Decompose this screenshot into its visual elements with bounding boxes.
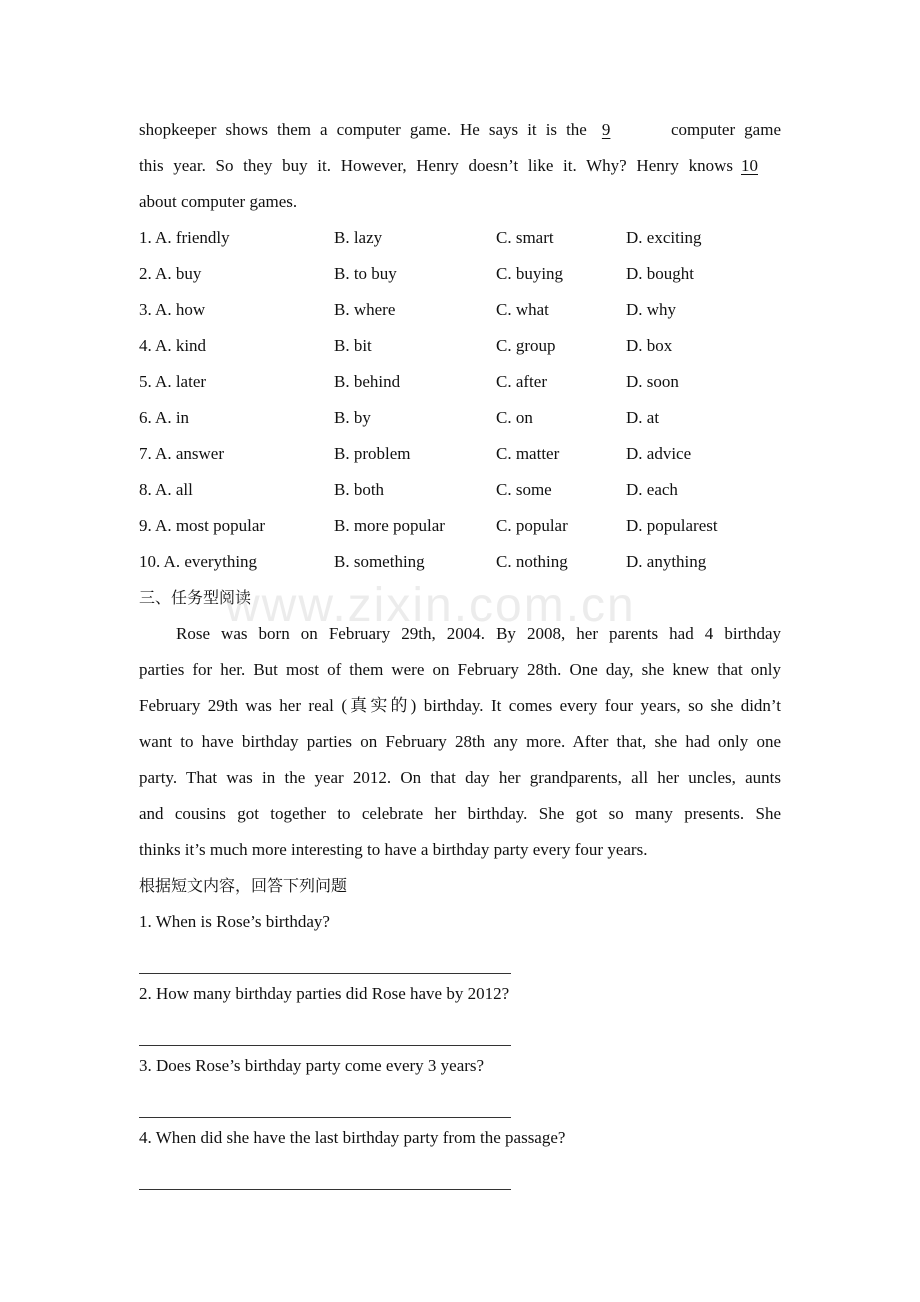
option-c: C. on	[496, 408, 533, 427]
option-b: B. behind	[334, 372, 401, 391]
option-row	[139, 364, 781, 400]
option-row	[139, 328, 781, 364]
option-a: 10. A. everything	[139, 552, 258, 571]
passage-line: February 29th was her real (真实的) birthday. It comes every four years, so she didn’t	[139, 696, 781, 715]
option-row	[139, 292, 781, 328]
option-row	[139, 544, 781, 580]
option-d: D. popularest	[626, 516, 718, 535]
cloze-line-1	[139, 112, 781, 148]
options-list	[139, 220, 781, 580]
answer-line[interactable]	[139, 1012, 781, 1048]
option-row	[139, 256, 781, 292]
option-b: B. something	[334, 552, 425, 571]
option-a: 4. A. kind	[139, 336, 207, 355]
reading-passage	[139, 616, 781, 868]
answer-rule	[139, 973, 511, 974]
answer-rule	[139, 1117, 511, 1118]
question: 2. How many birthday parties did Rose have by 2012?	[139, 984, 510, 1003]
option-a: 6. A. in	[139, 408, 190, 427]
option-a: 2. A. buy	[139, 264, 202, 283]
option-c: C. what	[496, 300, 549, 319]
option-b: B. more popular	[334, 516, 445, 535]
blank-10: 10	[741, 156, 758, 175]
question: 1. When is Rose’s birthday?	[139, 912, 330, 931]
option-c: C. popular	[496, 516, 568, 535]
section-title: 三、任务型阅读	[139, 588, 252, 607]
option-b: B. problem	[334, 444, 411, 463]
option-d: D. why	[626, 300, 677, 319]
option-a: 8. A. all	[139, 480, 193, 499]
passage-line: Rose was born on February 29th, 2004. By 2008, her parents had 4 birthday	[176, 624, 781, 643]
option-d: D. at	[626, 408, 660, 427]
cloze-text: shopkeeper shows them a computer game. He says it is the	[139, 120, 587, 139]
blank-9: 9	[601, 120, 611, 139]
option-a: 3. A. how	[139, 300, 206, 319]
option-b: B. by	[334, 408, 371, 427]
option-c: C. some	[496, 480, 552, 499]
question: 4. When did she have the last birthday party from the passage?	[139, 1128, 566, 1147]
passage-line: party. That was in the year 2012. On that day her grandparents, all her uncles, aunts	[139, 768, 781, 787]
option-b: B. both	[334, 480, 385, 499]
option-d: D. soon	[626, 372, 679, 391]
option-row	[139, 400, 781, 436]
option-c: C. buying	[496, 264, 564, 283]
option-a: 1. A. friendly	[139, 228, 230, 247]
cloze-line-2	[139, 148, 781, 184]
option-c: C. group	[496, 336, 556, 355]
option-b: B. lazy	[334, 228, 383, 247]
answer-line[interactable]	[139, 940, 781, 976]
instruction: 根据短文内容，回答下列问题	[139, 876, 348, 895]
cloze-text: this year. So they buy it. However, Henry doesn’t like it. Why? Henry knows	[139, 156, 733, 175]
option-d: D. advice	[626, 444, 692, 463]
passage-line: want to have birthday parties on February 28th any more. After that, she had only one	[139, 732, 781, 751]
passage-line: thinks it’s much more interesting to have a birthday party every four years.	[139, 840, 648, 859]
passage-line: and cousins got together to celebrate her birthday. She got so many presents. She	[139, 804, 781, 823]
watermark: www.zixin.com.cn	[225, 579, 636, 632]
option-c: C. smart	[496, 228, 554, 247]
answer-rule	[139, 1189, 511, 1190]
option-row	[139, 436, 781, 472]
passage-line: parties for her. But most of them were on February 28th. One day, she knew that only	[139, 660, 781, 679]
option-b: B. bit	[334, 336, 372, 355]
option-d: D. each	[626, 480, 678, 499]
option-row	[139, 220, 781, 256]
option-c: C. nothing	[496, 552, 568, 571]
option-d: D. anything	[626, 552, 707, 571]
answer-rule	[139, 1045, 511, 1046]
answer-line[interactable]	[139, 1084, 781, 1120]
option-b: B. to buy	[334, 264, 397, 283]
question: 3. Does Rose’s birthday party come every 3 years?	[139, 1056, 485, 1075]
option-a: 9. A. most popular	[139, 516, 266, 535]
option-a: 5. A. later	[139, 372, 207, 391]
answer-line[interactable]	[139, 1156, 781, 1192]
cloze-line-3: about computer games.	[139, 192, 298, 211]
option-d: D. box	[626, 336, 673, 355]
option-c: C. matter	[496, 444, 560, 463]
option-d: D. bought	[626, 264, 694, 283]
option-c: C. after	[496, 372, 547, 391]
cloze-text: computer game	[670, 120, 781, 139]
worksheet-page	[139, 112, 781, 1192]
option-b: B. where	[334, 300, 396, 319]
option-row	[139, 508, 781, 544]
option-row	[139, 472, 781, 508]
option-a: 7. A. answer	[139, 444, 224, 463]
questions-list	[139, 904, 781, 1192]
option-d: D. exciting	[626, 228, 702, 247]
